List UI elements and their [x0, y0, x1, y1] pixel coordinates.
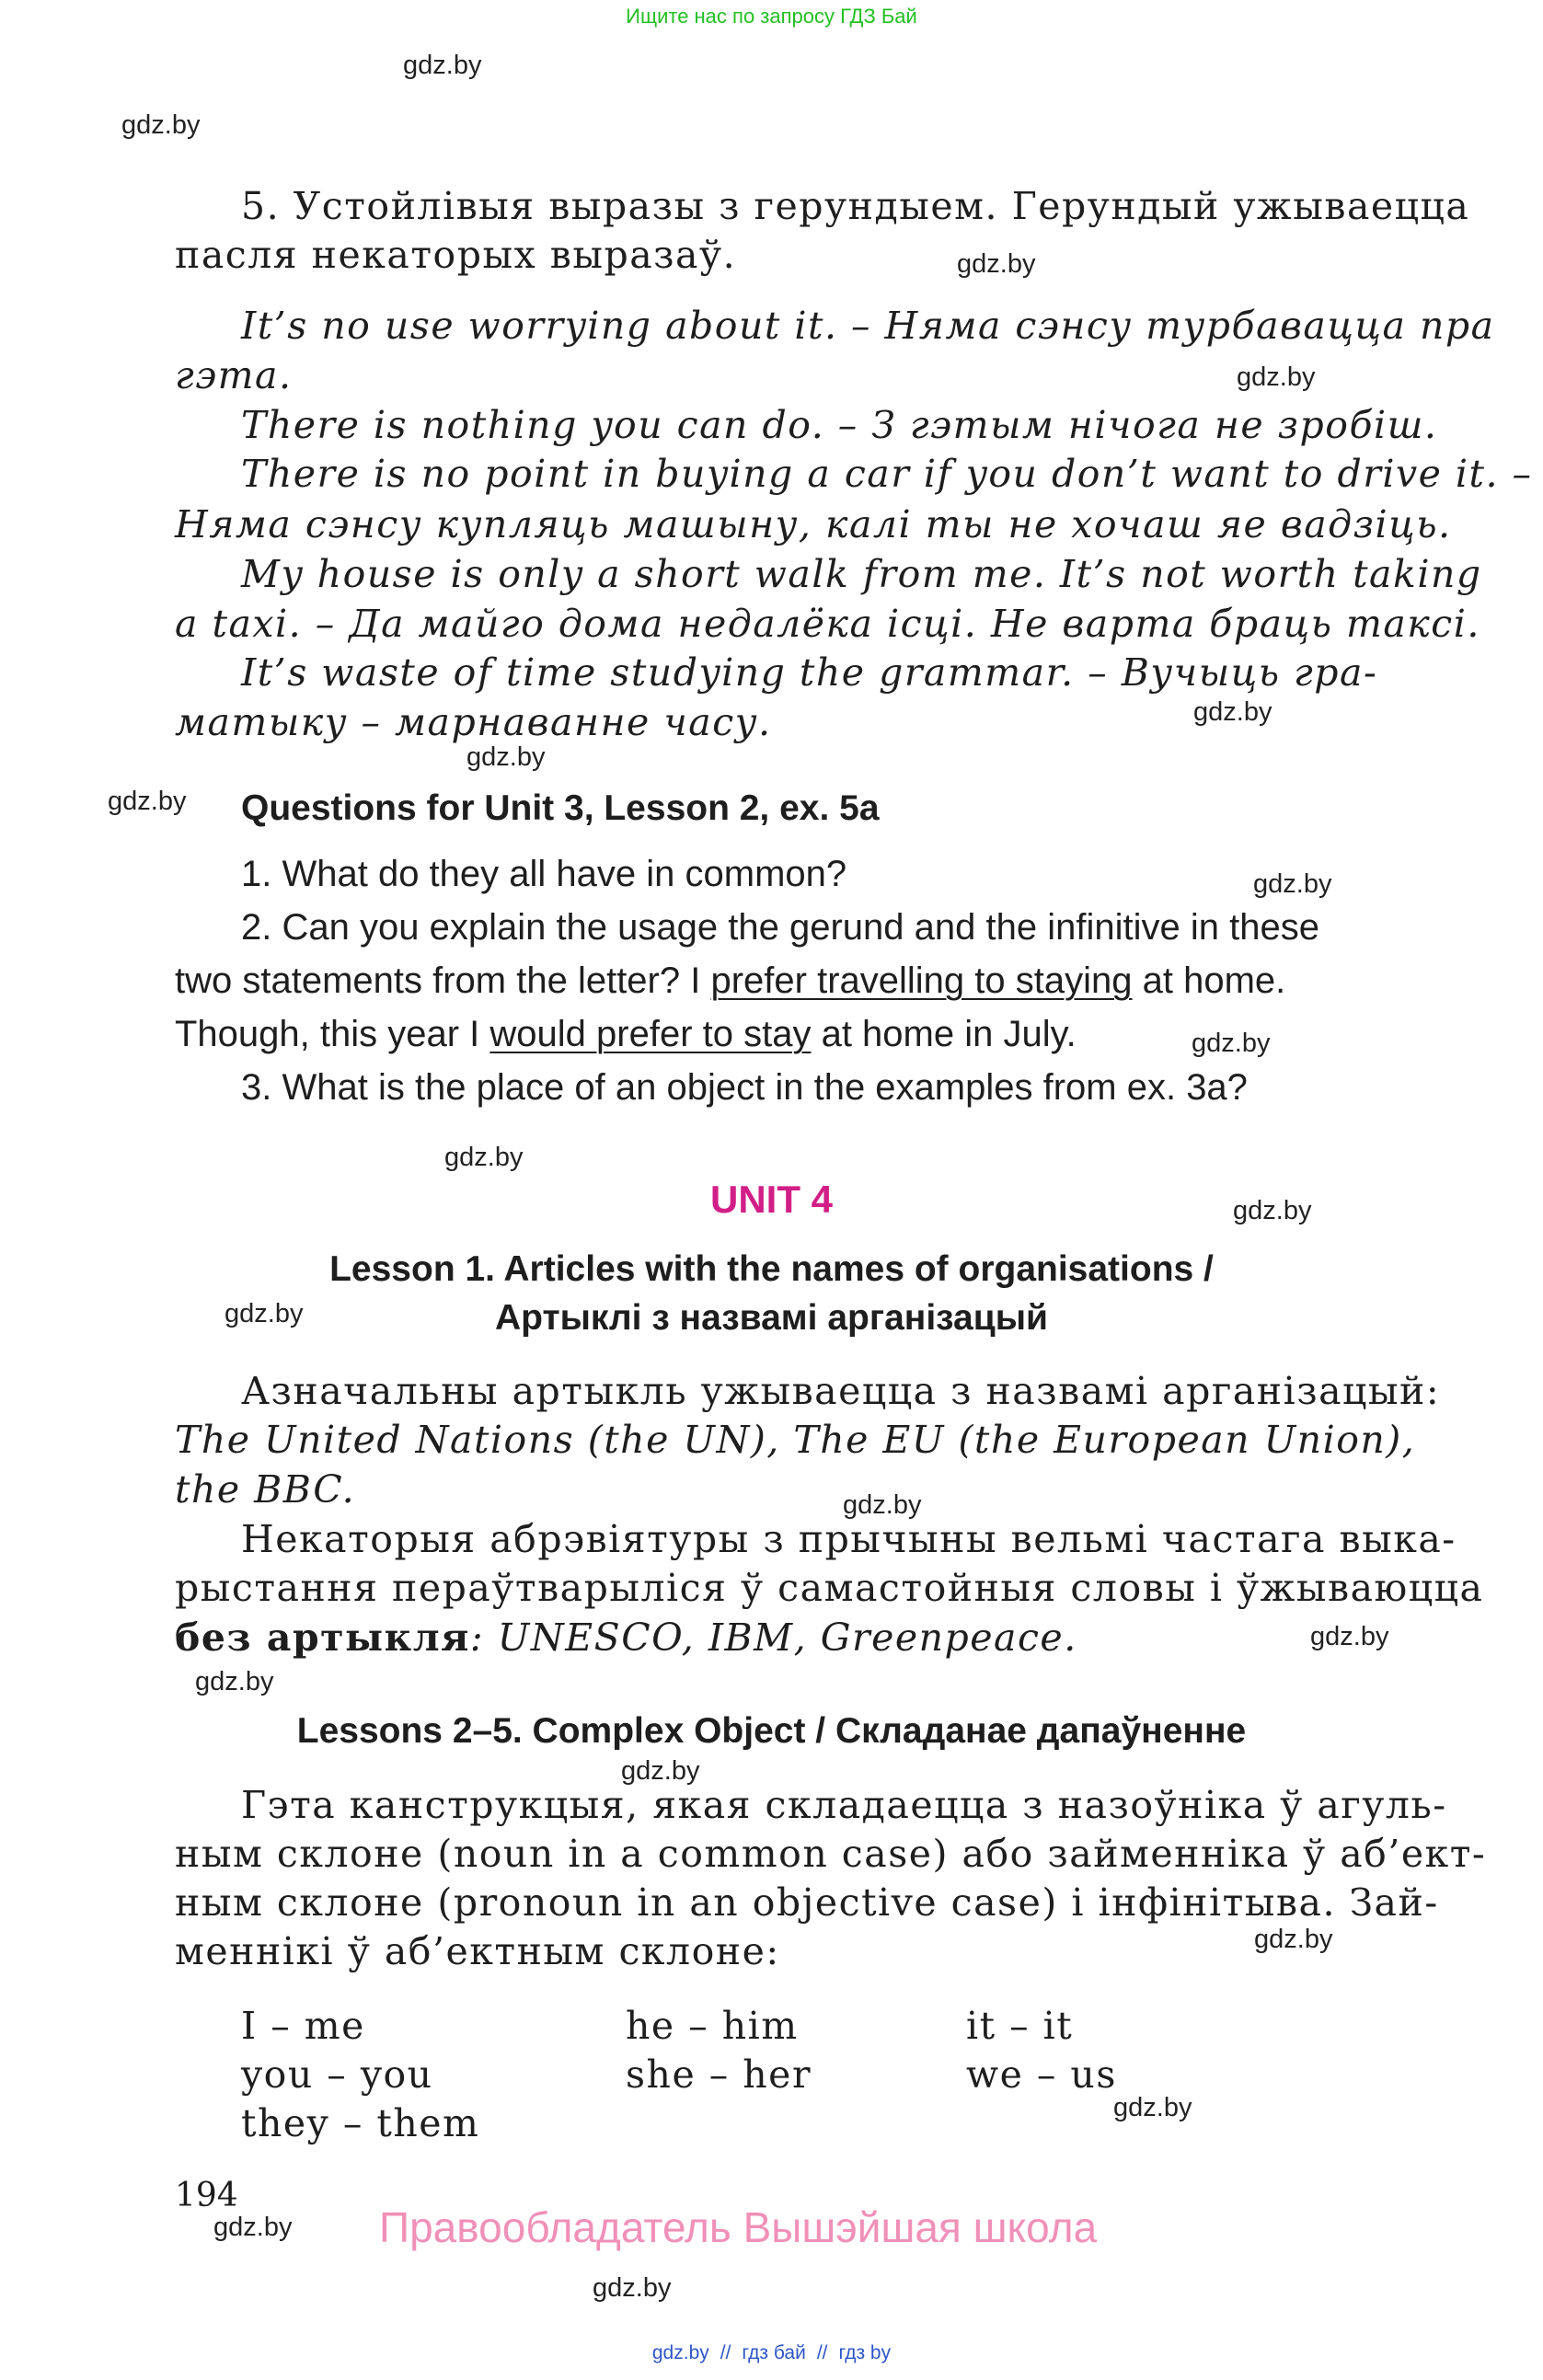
watermark: gdz.by — [843, 1490, 922, 1520]
bottom-link[interactable]: гдз бай — [742, 2342, 806, 2363]
paragraph-line: The United Nations (the UN), The EU (the European Union), — [175, 1418, 1416, 1462]
link-separator: // — [720, 2342, 731, 2363]
paragraph-line: рыстання пераўтварыліся ў самастойныя словы і ўжываюцца — [175, 1566, 1484, 1610]
watermark: gdz.by — [466, 742, 546, 772]
pronoun-pair: she – her — [626, 2052, 812, 2097]
example-line: матыку – марнаванне часу. — [175, 700, 772, 744]
pronoun-pair: they – them — [241, 2101, 480, 2145]
watermark: gdz.by — [1253, 869, 1332, 899]
watermark: gdz.by — [403, 51, 482, 80]
question-text: at home in July. — [811, 1014, 1077, 1054]
pronoun-pair: we – us — [966, 2052, 1117, 2097]
paragraph-line: Гэта канструкцыя, якая складаецца з назоўніка ў агуль- — [241, 1783, 1447, 1827]
section-heading-line-2: пасля некаторых выразаў. — [175, 233, 737, 277]
example-line: There is nothing you can do. – З гэтым нічога не зробіш. — [241, 403, 1438, 447]
link-separator: // — [816, 2342, 828, 2363]
question-text: at home. — [1132, 960, 1286, 1001]
lesson-1-title-line-2: Артыклі з назвамі арганізацый — [495, 1298, 1048, 1338]
example-line: It’s waste of time studying the grammar. – Вучыць гра- — [241, 650, 1378, 695]
paragraph-line: ным склоне (pronoun in an objective case) і інфінітыва. Зай- — [175, 1880, 1439, 1925]
watermark: gdz.by — [108, 787, 187, 816]
paragraph-line: the BBC. — [175, 1467, 356, 1512]
pronoun-pair: I – me — [241, 2004, 365, 2048]
watermark: gdz.by — [1192, 1029, 1271, 1058]
pronoun-pair: you – you — [241, 2052, 433, 2097]
questions-title: Questions for Unit 3, Lesson 2, ex. 5a — [241, 788, 880, 828]
watermark: gdz.by — [1254, 1925, 1333, 1954]
bold-term: без артыкля — [175, 1615, 470, 1660]
watermark: gdz.by — [593, 2273, 672, 2303]
watermark: gdz.by — [621, 1756, 700, 1786]
pronoun-pair: he – him — [626, 2004, 799, 2048]
watermark: gdz.by — [1310, 1622, 1389, 1651]
page-number: 194 — [175, 2177, 238, 2214]
example-line: It’s no use worrying about it. – Няма сэнсу турбавацца пра — [241, 304, 1495, 348]
watermark: gdz.by — [213, 2213, 293, 2242]
pronoun-pair: it – it — [966, 2004, 1074, 2048]
bottom-links — [0, 2342, 1543, 2364]
bottom-link[interactable]: gdz.by — [651, 2342, 709, 2363]
question-2-line-1: 2. Can you explain the usage the gerund and the infinitive in these — [241, 907, 1319, 948]
question-1: 1. What do they all have in common? — [241, 854, 847, 894]
watermark: gdz.by — [1237, 362, 1316, 392]
copyright-notice: Правообладатель Вышэйшая школа — [379, 2203, 1098, 2251]
example-line: My house is only a short walk from me. It’s not worth taking — [241, 552, 1482, 596]
question-3: 3. What is the place of an object in the examples from ex. 3a? — [241, 1067, 1248, 1108]
paragraph-text: : UNESCO, IBM, Greenpeace. — [469, 1615, 1077, 1660]
example-line: Няма сэнсу купляць машыну, калі ты не хочаш яе вадзіць. — [175, 502, 1452, 546]
example-line: гэта. — [175, 353, 293, 397]
example-line: There is no point in buying a car if you don’t want to drive it. – — [241, 452, 1533, 496]
underlined-phrase: would prefer to stay — [489, 1014, 812, 1054]
lessons-2-5-title: Lessons 2–5. Complex Object / Складанае дапаўненне — [296, 1711, 1247, 1751]
lesson-1-title-line-1: Lesson 1. Articles with the names of organisations / — [329, 1249, 1214, 1289]
paragraph-line: Некаторыя абрэвіятуры з прычыны вельмі частага выка- — [241, 1517, 1457, 1561]
paragraph-line — [175, 1615, 1077, 1660]
question-text: two statements from the letter? I — [175, 960, 711, 1001]
watermark: gdz.by — [957, 249, 1036, 279]
watermark: gdz.by — [1113, 2093, 1192, 2122]
watermark: gdz.by — [121, 110, 201, 140]
example-line: a taxi. – Да майго дома недалёка ісці. Не варта браць таксі. — [175, 602, 1480, 646]
bottom-link[interactable]: гдз by — [838, 2342, 892, 2363]
paragraph-line: Азначальны артыкль ужываецца з назвамі арганізацый: — [241, 1369, 1441, 1413]
question-2-line-3 — [175, 1014, 1077, 1055]
question-2-line-2 — [175, 960, 1285, 1002]
question-text: Though, this year I — [175, 1014, 490, 1054]
watermark: gdz.by — [444, 1143, 524, 1172]
top-banner[interactable]: Ищите нас по запросу ГДЗ Бай — [626, 5, 917, 28]
watermark: gdz.by — [1193, 697, 1272, 727]
section-heading-line-1: 5. Устойлівыя выразы з герундыем. Герундый ужываецца — [241, 184, 1470, 228]
watermark: gdz.by — [225, 1299, 304, 1328]
underlined-phrase: prefer travelling to staying — [710, 960, 1133, 1001]
paragraph-line: меннікі ў аб’ектным склоне: — [175, 1929, 780, 1973]
paragraph-line: ным склоне (noun in a common case) або займенніка ў аб’ект- — [175, 1832, 1487, 1876]
watermark: gdz.by — [195, 1667, 274, 1696]
watermark: gdz.by — [1233, 1196, 1312, 1225]
unit-title: UNIT 4 — [709, 1178, 833, 1221]
